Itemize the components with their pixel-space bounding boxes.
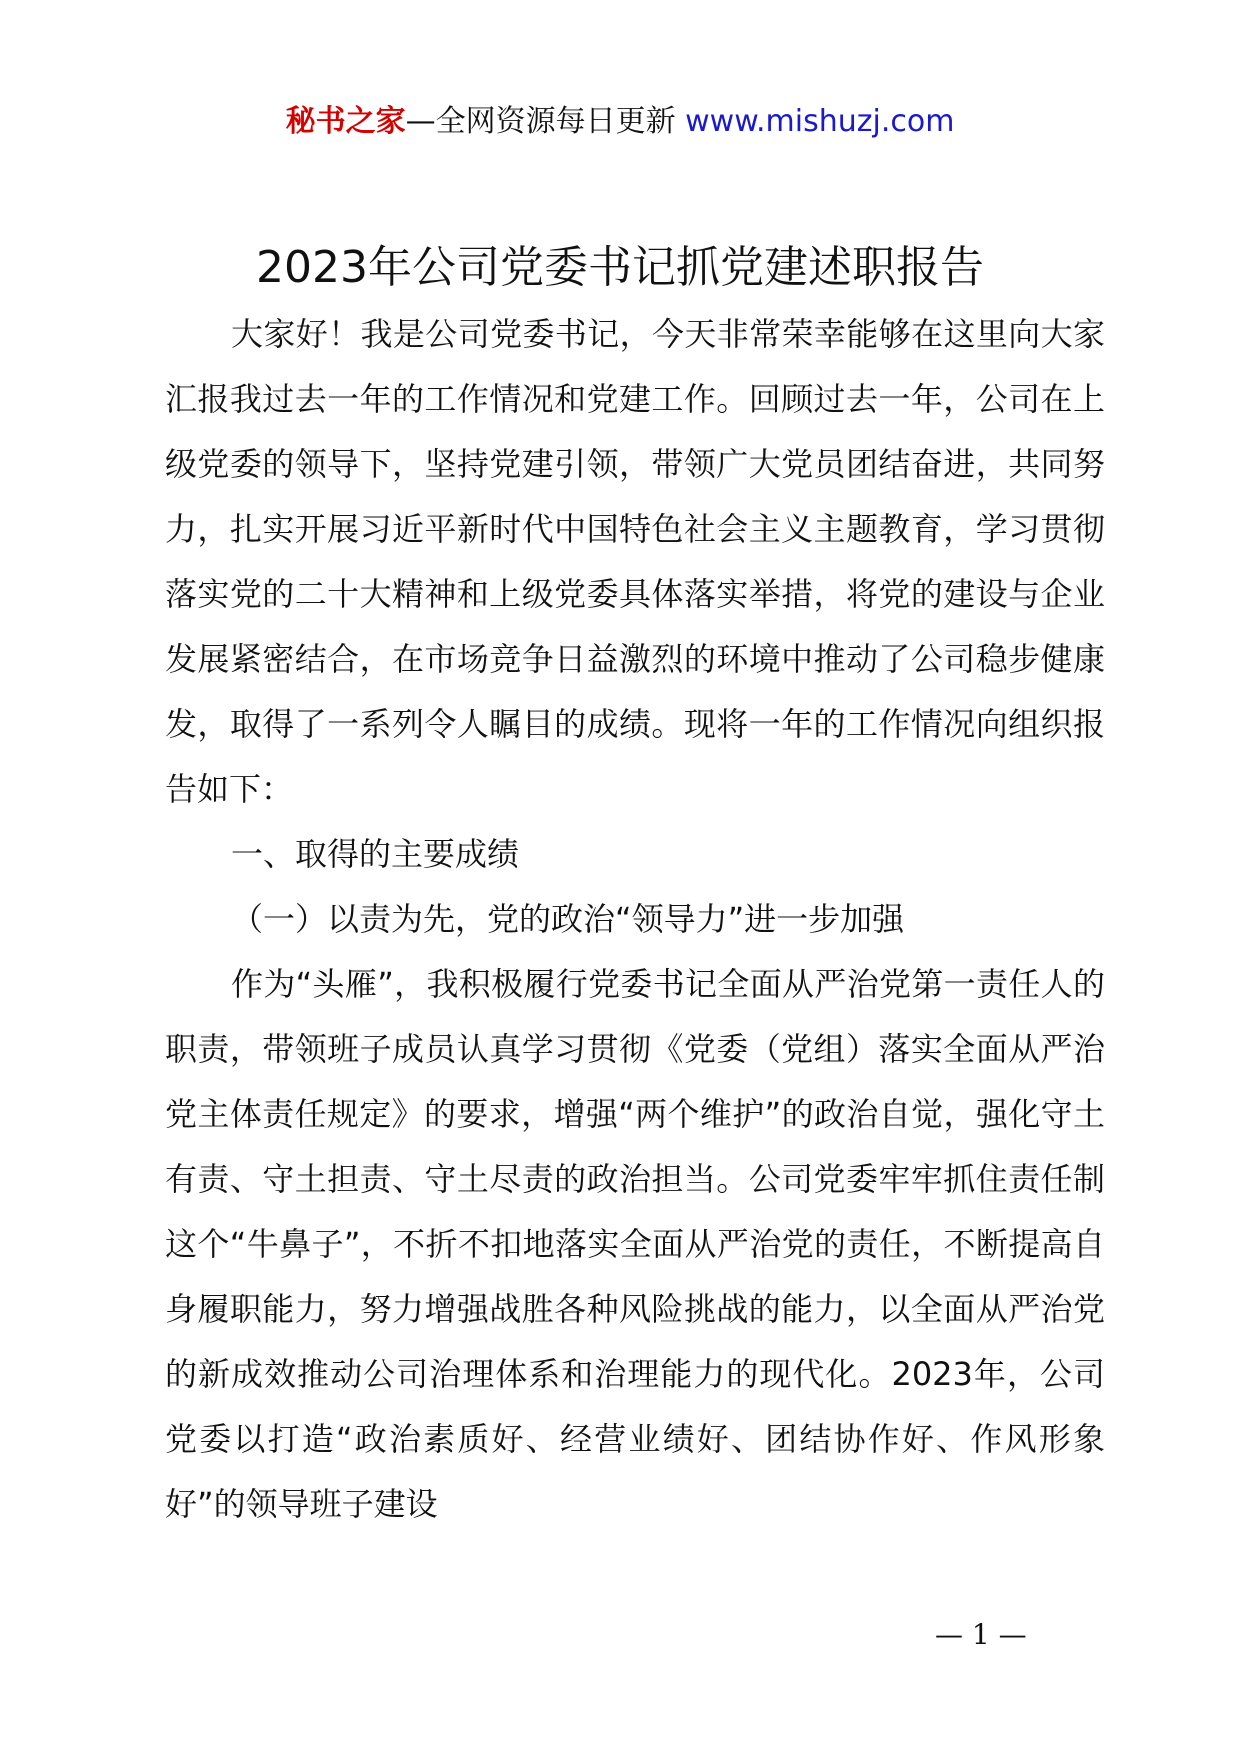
brand-name: 秘书之家 (285, 104, 406, 139)
body-paragraph: 作为“头雁”，我积极履行党委书记全面从严治党第一责任人的职责，带领班子成员认真学习贯彻《党委（党组）落实全面从严治党主体责任规定》的要求，增强“两个维护”的政治自觉，强化守土有责、守土担责、守土尽责的政治担当。公司党委牢牢抓住责任制这个“牛鼻子”，不折不扣地落实全面从严治党的责任，不断提高自身履职能力，努力增强战胜各种风险挑战的能力，以全面从严治党的新成效推动公司治理体系和治理能力的现代化。2023年，公司党委以打造“政治素质好、经营业绩好、团结协作好、作风形象好”的领导班子建设 (165, 965, 1105, 1523)
page-number: — 1 — (935, 1618, 1027, 1651)
document-title: 2023年公司党委书记抓党建述职报告 (256, 242, 984, 293)
subsection-heading: （一）以责为先，党的政治“领导力”进一步加强 (231, 900, 905, 938)
section-heading: 一、取得的主要成绩 (231, 835, 520, 873)
document-body (165, 302, 1105, 1537)
site-header (0, 100, 1240, 144)
header-tagline: —全网资源每日更新 (405, 104, 676, 139)
site-url-link[interactable]: www.mishuzj.com (685, 104, 955, 139)
intro-paragraph: 大家好！我是公司党委书记，今天非常荣幸能够在这里向大家汇报我过去一年的工作情况和党建工作。回顾过去一年，公司在上级党委的领导下，坚持党建引领，带领广大党员团结奋进，共同努力，扎实开展习近平新时代中国特色社会主义主题教育，学习贯彻落实党的二十大精神和上级党委具体落实举措，将党的建设与企业发展紧密结合，在市场竞争日益激烈的环境中推动了公司稳步健康发，取得了一系列令人瞩目的成绩。现将一年的工作情况向组织报告如下： (165, 315, 1105, 808)
